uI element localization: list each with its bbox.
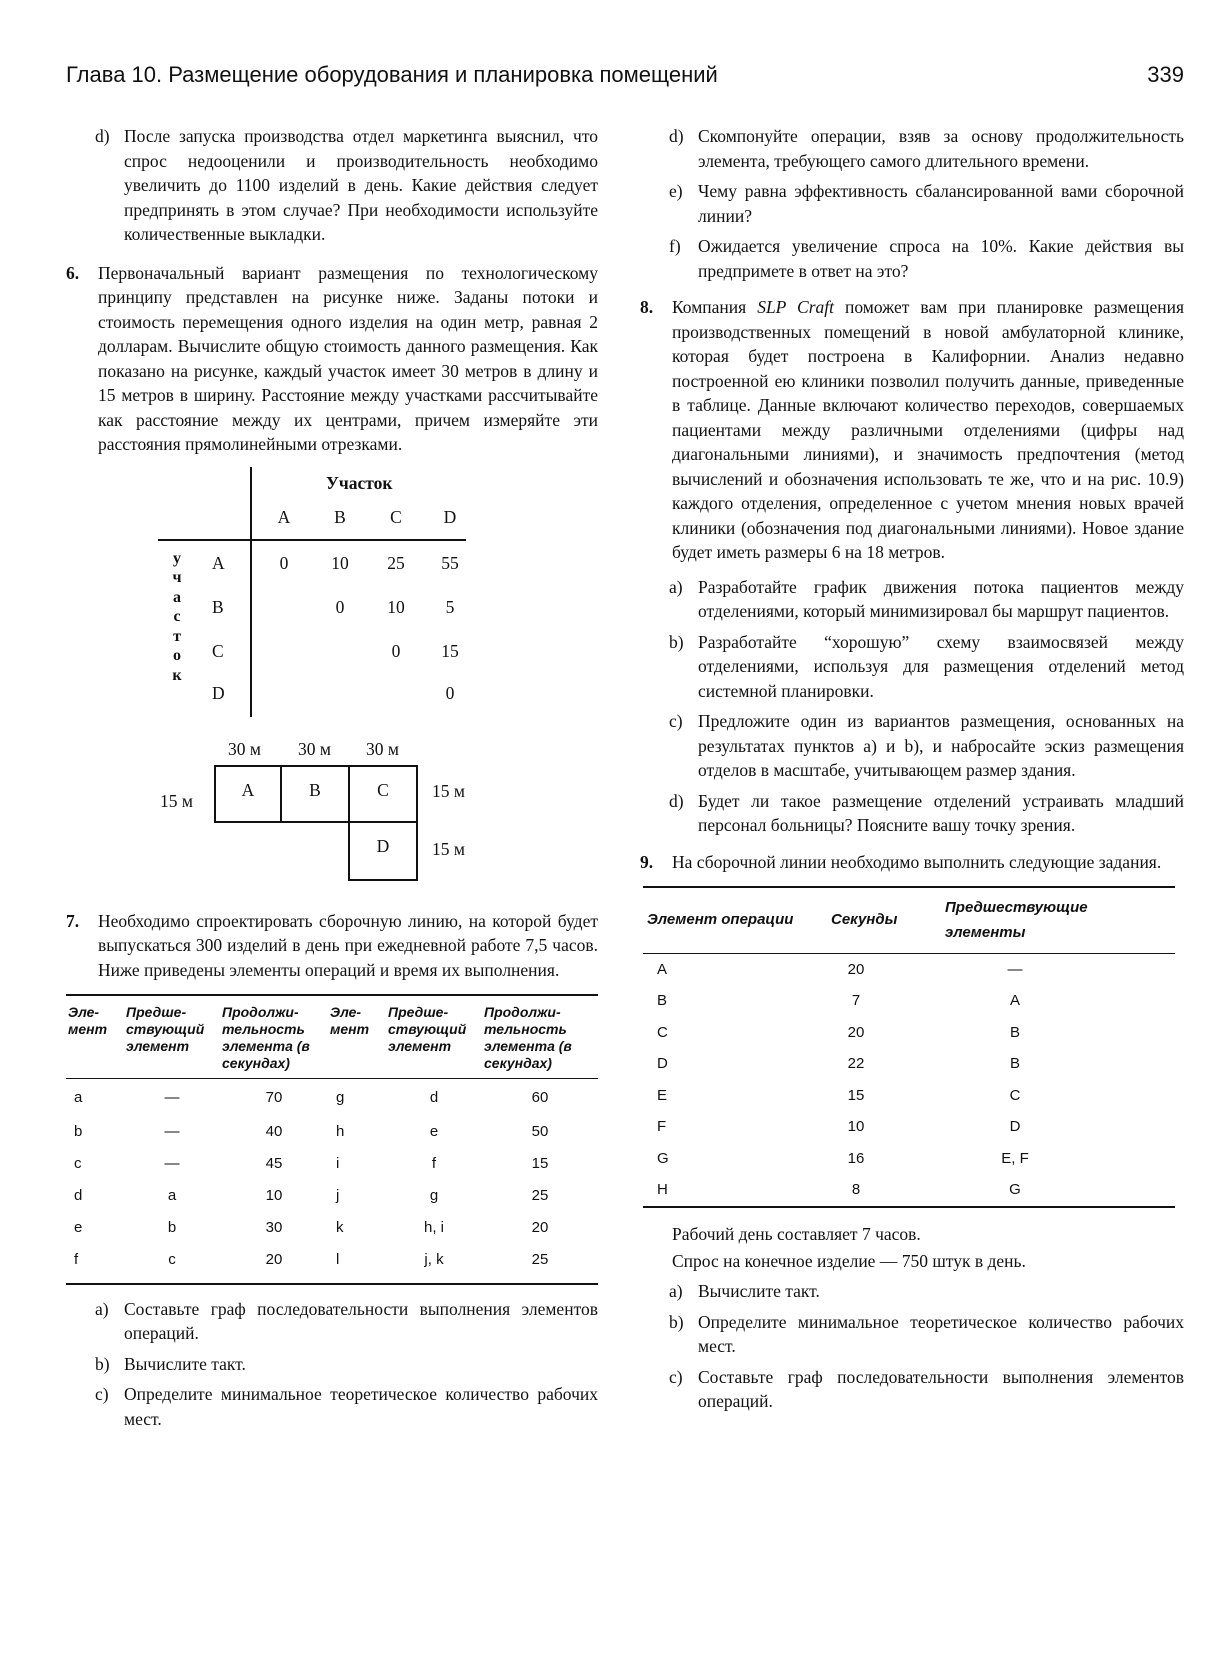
item-8d bbox=[640, 789, 1184, 838]
table-cell: a bbox=[74, 1088, 83, 1106]
column-header-line: элемент bbox=[126, 1038, 190, 1054]
area-b: B bbox=[280, 765, 350, 823]
table-body bbox=[643, 954, 1175, 1208]
item-5d bbox=[66, 124, 598, 247]
column-header: Предшествующие элементы bbox=[945, 899, 1088, 941]
table-cell: 10 bbox=[847, 1118, 865, 1135]
matrix-row-label-b: B bbox=[212, 596, 224, 617]
column-header-line: ствующий bbox=[126, 1021, 205, 1037]
width-label-1: 30 м bbox=[228, 738, 261, 759]
table-cell: c bbox=[74, 1155, 82, 1173]
item-8c bbox=[640, 709, 1184, 783]
matrix-side-letter: у bbox=[173, 549, 181, 567]
matrix-cell: 55 bbox=[441, 552, 459, 573]
column-header-line: Продолжи- bbox=[484, 1004, 561, 1020]
table-cell: 60 bbox=[531, 1088, 549, 1106]
column-header-line: мент bbox=[330, 1021, 370, 1037]
width-label-2: 30 м bbox=[298, 738, 331, 759]
matrix-cell: 10 bbox=[387, 596, 405, 617]
table-cell: 22 bbox=[847, 1055, 865, 1072]
table-cell: e bbox=[74, 1219, 83, 1237]
item-label: d) bbox=[669, 126, 684, 146]
width-label-3: 30 м bbox=[366, 738, 399, 759]
table-body bbox=[66, 1079, 598, 1284]
column-header-line: секундах) bbox=[222, 1055, 290, 1071]
item-9c bbox=[640, 1365, 1184, 1414]
item-7c bbox=[66, 1382, 598, 1431]
table-cell: l bbox=[336, 1251, 340, 1269]
table-cell: h, i bbox=[423, 1219, 444, 1237]
matrix-side-letter: с bbox=[173, 608, 181, 625]
table-row bbox=[643, 1175, 1175, 1208]
column-header-line: Продолжи- bbox=[222, 1004, 299, 1020]
table-cell: E, F bbox=[1001, 1149, 1029, 1167]
column-header-line: Предше- bbox=[126, 1004, 187, 1020]
item-label: b) bbox=[669, 1311, 684, 1332]
table-cell: 10 bbox=[265, 1187, 283, 1205]
item-text: Составьте граф последовательности выполнения элементов операций. bbox=[124, 1298, 598, 1343]
matrix-cell: 0 bbox=[335, 596, 345, 617]
item-8b bbox=[640, 630, 1184, 704]
table-cell: 20 bbox=[531, 1219, 549, 1237]
height-label-right-2: 15 м bbox=[432, 838, 465, 859]
problem-text-before: Компания bbox=[672, 297, 758, 317]
column-header-line: элемента (в bbox=[222, 1038, 310, 1054]
matrix-row-label-a: A bbox=[212, 552, 225, 573]
table-cell: b bbox=[167, 1219, 177, 1237]
height-label-right-1: 15 м bbox=[432, 780, 465, 801]
layout-figure bbox=[66, 735, 598, 895]
table-cell: 7 bbox=[851, 992, 861, 1009]
flow-matrix bbox=[66, 467, 598, 729]
column-header-line: элемент bbox=[388, 1038, 452, 1054]
matrix-col-header-d: D bbox=[443, 506, 457, 527]
table-row bbox=[66, 1213, 598, 1245]
matrix-row-label-c: C bbox=[212, 640, 224, 661]
column-header bbox=[482, 995, 598, 1079]
matrix-col-header-a: A bbox=[277, 506, 291, 527]
table-cell: d bbox=[429, 1088, 439, 1106]
workday-text: Рабочий день составляет 7 часов. bbox=[672, 1224, 921, 1244]
item-8a bbox=[640, 575, 1184, 624]
item-text: Составьте граф последовательности выполнения элементов операций. bbox=[698, 1366, 1184, 1411]
item-text: Скомпонуйте операции, взяв за основу продолжительность элемента, требующего самого длительного времени. bbox=[698, 126, 1184, 171]
column-header-line: тельность bbox=[222, 1021, 305, 1037]
table-cell: D bbox=[1009, 1118, 1021, 1135]
table-cell: k bbox=[336, 1219, 344, 1237]
column-header-line: мент bbox=[68, 1021, 108, 1037]
item-label: a) bbox=[669, 1281, 683, 1301]
table-cell: F bbox=[657, 1118, 667, 1135]
table-cell: B bbox=[1009, 1055, 1020, 1072]
table-row bbox=[643, 1017, 1175, 1049]
item-7a bbox=[66, 1297, 598, 1346]
chapter-title: Глава 10. Размещение оборудования и планировка помещений bbox=[66, 62, 718, 87]
matrix-col-header-b: B bbox=[334, 506, 346, 527]
item-9a bbox=[640, 1279, 1184, 1304]
table-cell: 40 bbox=[265, 1123, 283, 1141]
item-label: a) bbox=[95, 1298, 109, 1319]
table-cell: 20 bbox=[847, 960, 865, 978]
item-label: a) bbox=[669, 576, 683, 597]
column-header bbox=[386, 995, 482, 1079]
table-cell: 25 bbox=[531, 1251, 549, 1269]
table-cell: H bbox=[657, 1181, 668, 1198]
column-header bbox=[328, 995, 386, 1079]
table-cell: i bbox=[336, 1155, 340, 1173]
problem-text: Необходимо спроектировать сборочную линию, на которой будет выпускаться 300 изделий в день при ежедневной работе 7,5 часов. Ниже приведены элементы операций и время их выполнения. bbox=[98, 910, 598, 980]
table-bottom-spacer bbox=[66, 1277, 598, 1284]
operations-table bbox=[66, 994, 598, 1285]
problem-text bbox=[672, 295, 1184, 565]
table-row bbox=[66, 1079, 598, 1117]
table-cell: 25 bbox=[531, 1187, 549, 1205]
matrix-cell: 5 bbox=[445, 596, 455, 617]
column-header bbox=[124, 995, 220, 1079]
table-cell: d bbox=[74, 1187, 83, 1205]
problem-9 bbox=[640, 850, 1184, 875]
area-a: A bbox=[214, 765, 282, 823]
table-cell bbox=[66, 1277, 124, 1284]
matrix-row-label-d: D bbox=[212, 682, 225, 703]
table-cell: G bbox=[1009, 1181, 1021, 1198]
table-cell: j, k bbox=[424, 1251, 444, 1269]
table-cell: 70 bbox=[265, 1088, 283, 1106]
table-cell: 20 bbox=[847, 1023, 865, 1041]
table-cell: G bbox=[657, 1149, 669, 1167]
item-text: Ожидается увеличение спроса на 10%. Какие действия вы предпримете в ответ на это? bbox=[698, 236, 1184, 281]
item-text: Разработайте график движения потока пациентов между отделениями, который минимизировал бы маршрут пациентов. bbox=[698, 576, 1184, 621]
left-column bbox=[66, 124, 598, 1437]
item-text: Разработайте “хорошую” схему взаимосвязей между отделениями, используя для размещения отделений метод системной планировки. bbox=[698, 631, 1184, 701]
item-label: d) bbox=[95, 126, 110, 146]
table-cell: b bbox=[74, 1123, 83, 1141]
table-cell: 15 bbox=[531, 1155, 549, 1173]
item-label: c) bbox=[95, 1384, 109, 1404]
table-cell: 45 bbox=[265, 1155, 283, 1173]
table-row bbox=[643, 1049, 1175, 1081]
item-label: f) bbox=[669, 236, 681, 256]
table-cell: 50 bbox=[531, 1123, 549, 1141]
table-cell: C bbox=[1009, 1086, 1021, 1104]
item-text: После запуска производства отдел маркетинга выяснил, что спрос недооценили и производительность необходимо увеличить до 1100 изделий в день. Какие действия следует предпринять в этом случае? При необходимости используйте количественные выкладки. bbox=[124, 126, 598, 244]
item-6e bbox=[640, 179, 1184, 228]
table-cell: C bbox=[657, 1023, 668, 1041]
item-6f bbox=[640, 234, 1184, 283]
item-7b bbox=[66, 1352, 598, 1377]
column-header-line: Эле- bbox=[68, 1004, 100, 1020]
table-cell: e bbox=[429, 1123, 439, 1141]
area-d: D bbox=[348, 821, 418, 881]
item-text: Предложите один из вариантов размещения, основанных на результатах пунктов a) и b), и набросайте эскиз размещения отделов в масштабе, учитывающем размер здания. bbox=[698, 711, 1184, 780]
column-header bbox=[66, 995, 124, 1079]
column-header: Элемент операции bbox=[647, 911, 794, 929]
item-label: b) bbox=[95, 1353, 110, 1374]
table-row bbox=[643, 986, 1175, 1018]
item-label: e) bbox=[669, 181, 683, 201]
column-header-line: элемента (в bbox=[484, 1038, 572, 1054]
table-cell: — bbox=[164, 1088, 180, 1106]
problem-number: 8. bbox=[640, 297, 654, 317]
problem-text-after: поможет вам при планировке размещения производственных помещений в новой амбулаторной клинике, которая будет построена в Калифорнии. Анализ недавно построенной ею клиники позволил получить данные, приведенные в таблице. Данные включают количество переходов, совершаемых пациентами между различными отделениями (цифры над диагональными линиями), и значимость предпочтения (метод вычислений и обозначения использовать те же, что и на рис. 10.9) каждого отделения, определенное с учетом мнения новых врачей клиники (обозначения под диагональными линиями). Новое здание будет иметь размеры 6 на 18 метров. bbox=[672, 297, 1184, 562]
problem-text: Первоначальный вариант размещения по технологическому принципу представлен на рисунке ниже. Заданы потоки и стоимость перемещения одного изделия на один метр, равная 2 долларам. Вычислите общую стоимость данного размещения. Как показано на рисунке, каждый участок имеет 30 метров в длину и 15 метров в ширину. Расстояние между участками рассчитывайте как расстояние между их центрами, причем измеряйте эти расстояния прямолинейными отрезками. bbox=[98, 262, 598, 454]
table-header-row bbox=[643, 887, 1175, 954]
table-cell: 8 bbox=[851, 1181, 861, 1198]
table-cell: 20 bbox=[265, 1251, 283, 1269]
matrix-cell: 0 bbox=[279, 552, 289, 573]
table-cell: g bbox=[429, 1187, 439, 1205]
table-cell: 15 bbox=[847, 1086, 865, 1104]
table-cell: h bbox=[336, 1123, 345, 1141]
conditions bbox=[640, 1222, 1184, 1273]
matrix-side-letter: т bbox=[173, 627, 181, 645]
matrix-vertical-line bbox=[250, 467, 252, 717]
matrix-col-header-c: C bbox=[390, 506, 402, 527]
item-label: c) bbox=[669, 1366, 683, 1387]
matrix-top-title: Участок bbox=[326, 472, 393, 493]
table-cell: B bbox=[1009, 1023, 1020, 1041]
table-row bbox=[66, 1181, 598, 1213]
table-cell: 30 bbox=[265, 1219, 283, 1237]
table-cell: A bbox=[657, 960, 668, 978]
area-c: C bbox=[348, 765, 418, 823]
table-cell: g bbox=[336, 1088, 345, 1106]
item-text: Определите минимальное теоретическое количество рабочих мест. bbox=[124, 1384, 598, 1429]
matrix-side-letter: к bbox=[172, 666, 182, 684]
table-row bbox=[643, 954, 1175, 986]
table-cell: — bbox=[164, 1123, 180, 1141]
table-cell: — bbox=[164, 1155, 180, 1173]
matrix-cell: 0 bbox=[391, 640, 401, 661]
problem-text: На сборочной линии необходимо выполнить следующие задания. bbox=[672, 851, 1162, 872]
table-row bbox=[66, 1245, 598, 1277]
item-label: c) bbox=[669, 711, 683, 731]
column-header-line: Предше- bbox=[388, 1004, 449, 1020]
table-cell: D bbox=[657, 1055, 668, 1072]
item-label: d) bbox=[669, 790, 684, 811]
matrix-side-letter: а bbox=[173, 588, 181, 606]
item-text: Будет ли такое размещение отделений устраивать младший персонал больницы? Поясните вашу точку зрения. bbox=[698, 790, 1184, 835]
item-text: Вычислите такт. bbox=[124, 1353, 246, 1374]
problem-number: 6. bbox=[66, 262, 80, 283]
right-column bbox=[640, 124, 1184, 1420]
table-cell: B bbox=[657, 992, 668, 1009]
matrix-cell: 15 bbox=[441, 640, 459, 661]
item-text: Чему равна эффективность сбалансированной вами сборочной линии? bbox=[698, 181, 1184, 226]
table-cell: f bbox=[431, 1155, 437, 1173]
matrix-horizontal-line bbox=[158, 539, 466, 541]
column-header-line: ствующий bbox=[388, 1021, 467, 1037]
height-label-left: 15 м bbox=[160, 790, 193, 811]
matrix-side-letter: ч bbox=[172, 569, 182, 586]
problem-7 bbox=[66, 909, 598, 983]
matrix-side-letter: о bbox=[173, 647, 181, 664]
table-cell: f bbox=[74, 1251, 79, 1269]
table-cell: j bbox=[336, 1187, 340, 1205]
column-header: Секунды bbox=[831, 911, 898, 929]
item-9b bbox=[640, 1310, 1184, 1359]
table-row bbox=[643, 1143, 1175, 1175]
page-header bbox=[66, 62, 1184, 96]
demand-text: Спрос на конечное изделие — 750 штук в день. bbox=[672, 1250, 1026, 1271]
table-cell: c bbox=[168, 1251, 176, 1269]
matrix-cell: 0 bbox=[445, 682, 455, 703]
problem-number: 7. bbox=[66, 910, 80, 931]
tasks-table bbox=[643, 886, 1175, 1208]
matrix-cell: 25 bbox=[387, 552, 405, 573]
table-cell: 16 bbox=[847, 1149, 865, 1167]
problem-number: 9. bbox=[640, 851, 654, 872]
company-name: SLP Craft bbox=[757, 297, 835, 317]
table-cell: a bbox=[167, 1187, 177, 1205]
table-row bbox=[66, 1149, 598, 1181]
column-header-line: Эле- bbox=[330, 1004, 362, 1020]
table-cell: A bbox=[1009, 992, 1020, 1009]
column-header-line: тельность bbox=[484, 1021, 567, 1037]
page-number: 339 bbox=[1147, 62, 1184, 87]
table-header-row bbox=[66, 995, 598, 1079]
matrix-cell: 10 bbox=[331, 552, 349, 573]
item-text: Вычислите такт. bbox=[698, 1281, 820, 1301]
item-label: b) bbox=[669, 631, 684, 652]
column-header bbox=[220, 995, 328, 1079]
column-header-line: секундах) bbox=[484, 1055, 552, 1071]
table-row bbox=[643, 1112, 1175, 1144]
item-6d bbox=[640, 124, 1184, 173]
item-text: Определите минимальное теоретическое количество рабочих мест. bbox=[698, 1311, 1184, 1356]
table-row bbox=[643, 1080, 1175, 1112]
table-row bbox=[66, 1117, 598, 1149]
table-cell: — bbox=[1007, 960, 1023, 978]
problem-8 bbox=[640, 295, 1184, 565]
problem-6 bbox=[66, 261, 598, 457]
table-cell: E bbox=[657, 1086, 668, 1104]
matrix-side-title bbox=[170, 549, 184, 686]
